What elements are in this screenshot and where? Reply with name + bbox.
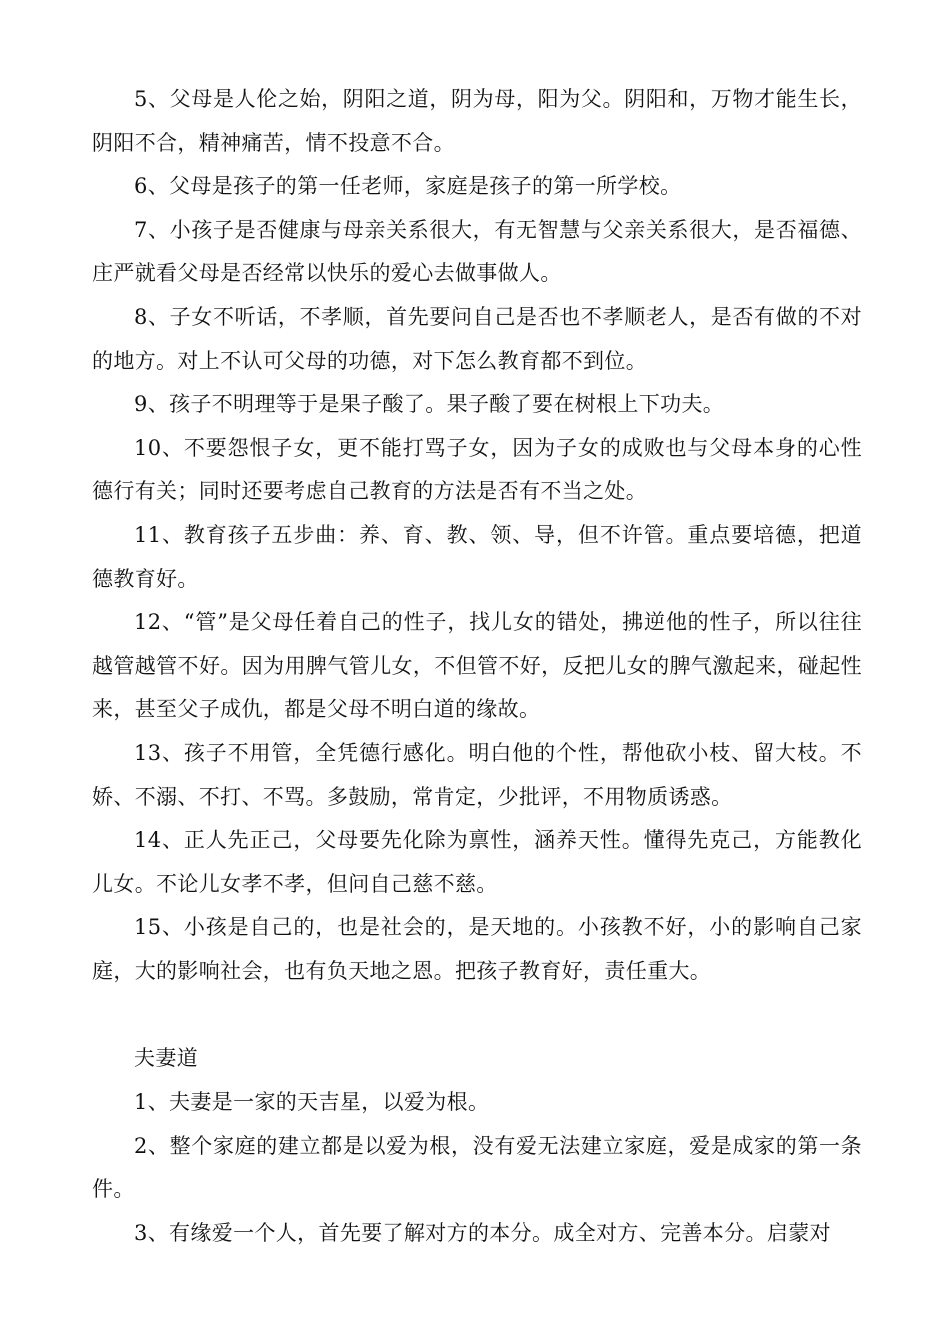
paragraph-11: 11、教育孩子五步曲：养、育、教、领、导，但不许管。重点要培德，把道德教育好。	[92, 522, 862, 591]
couple-paragraph-2: 2、整个家庭的建立都是以爱为根，没有爱无法建立家庭，爱是成家的第一条件。	[92, 1133, 862, 1202]
couple-paragraph-3: 3、有缘爱一个人，首先要了解对方的本分。成全对方、完善本分。启蒙对	[134, 1220, 831, 1245]
paragraph-8: 8、子女不听话，不孝顺，首先要问自己是否也不孝顺老人，是否有做的不对的地方。对上不认可父母的功德，对下怎么教育都不到位。	[92, 304, 862, 373]
paragraph-15: 15、小孩是自己的，也是社会的，是天地的。小孩教不好，小的影响自己家庭，大的影响社会，也有负天地之恩。把孩子教育好，责任重大。	[92, 915, 862, 983]
section-title: 夫妻道	[134, 1046, 199, 1071]
paragraph-5: 5、父母是人伦之始，阴阳之道，阴为母，阳为父。阴阳和，万物才能生长，阴阳不合，精神痛苦，情不投意不合。	[92, 87, 862, 155]
paragraph-14: 14、正人先正己，父母要先化除为禀性，涵养天性。懂得先克己，方能教化儿女。不论儿女孝不孝，但问自己慈不慈。	[92, 828, 862, 896]
paragraph-13: 13、孩子不用管，全凭德行感化。明白他的个性，帮他砍小枝、留大枝。不娇、不溺、不打、不骂。多鼓励，常肯定，少批评，不用物质诱惑。	[92, 740, 862, 809]
document-page	[92, 78, 862, 1255]
section-spacer	[92, 993, 862, 1037]
paragraph-10: 10、不要怨恨子女，更不能打骂子女，因为子女的成败也与父母本身的心性德行有关；同时还要考虑自己教育的方法是否有不当之处。	[92, 435, 862, 504]
paragraph-7: 7、小孩子是否健康与母亲关系很大，有无智慧与父亲关系很大，是否福德、庄严就看父母是否经常以快乐的爱心去做事做人。	[92, 217, 862, 286]
paragraph-12: 12、“管”是父母任着自己的性子，找儿女的错处，拂逆他的性子，所以往往越管越管不好。因为用脾气管儿女，不但管不好，反把儿女的脾气激起来，碰起性来，甚至父子成仇，都是父母不明白道的缘故。	[92, 610, 862, 722]
paragraph-6: 6、父母是孩子的第一任老师，家庭是孩子的第一所学校。	[134, 174, 682, 199]
paragraph-9: 9、孩子不明理等于是果子酸了。果子酸了要在树根上下功夫。	[134, 392, 725, 417]
couple-paragraph-1: 1、夫妻是一家的天吉星，以爱为根。	[134, 1090, 490, 1115]
